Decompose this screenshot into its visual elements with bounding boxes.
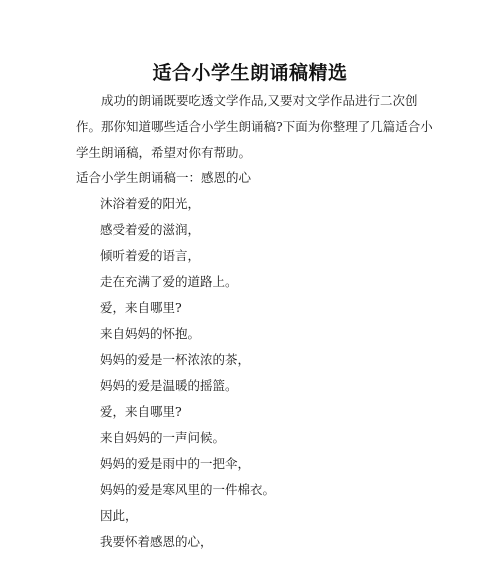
poem-line: 倾听着爱的语言， xyxy=(100,248,201,263)
poem-line: 走在充满了爱的道路上。 xyxy=(100,274,238,289)
poem-line: 来自妈妈的一声问候。 xyxy=(100,430,226,445)
poem-line: 爱，来自哪里? xyxy=(100,404,182,419)
poem-line: 因此， xyxy=(100,508,138,523)
poem-line: 来自妈妈的怀抱。 xyxy=(100,326,201,341)
poem-line: 沐浴着爱的阳光， xyxy=(100,196,201,211)
section-heading: 适合小学生朗诵稿一：感恩的心 xyxy=(76,170,252,185)
poem-line: 感受着爱的滋润， xyxy=(100,222,201,237)
poem-line: 妈妈的爱是雨中的一把伞， xyxy=(100,456,251,471)
poem-line: 我要怀着感恩的心， xyxy=(100,534,213,549)
document-title: 适合小学生朗诵稿精选 xyxy=(152,62,348,84)
intro-paragraph xyxy=(76,88,436,166)
poem-line: 妈妈的爱是寒风里的一件棉衣。 xyxy=(100,482,276,497)
poem-line: 妈妈的爱是一杯浓浓的茶， xyxy=(100,352,251,367)
poem-line: 妈妈的爱是温暖的摇篮。 xyxy=(100,378,238,393)
poem-line: 爱，来自哪里? xyxy=(100,300,182,315)
intro-text: 成功的朗诵既要吃透文学作品,又要对文学作品进行二次创作。那你知道哪些适合小学生朗诵稿?下面为你整理了几篇适合小学生朗诵稿，希望对你有帮助。 xyxy=(76,93,433,160)
